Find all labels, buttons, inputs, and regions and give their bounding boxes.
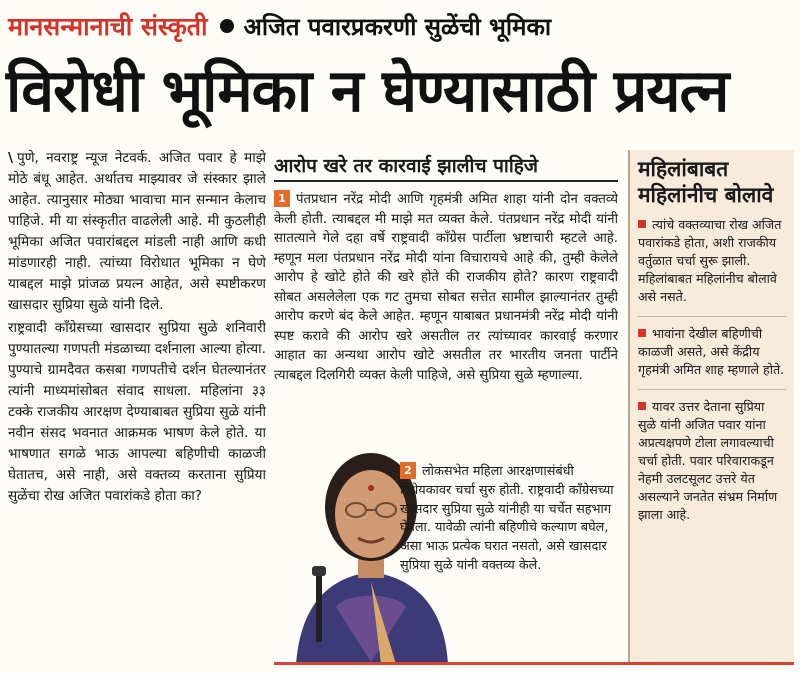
sidebar-item-text: यावर उत्तर देताना सुप्रिया सुळे यांनी अजित पवार यांना अप्रत्यक्षपणे टोला लगावल्याची चर्चा होती. पवार परिवाराकडून नेहमी उलटसूलट उत्तरे येत असल्याने जनतेत संभ्रम निर्माण झाला आहे. — [638, 399, 778, 522]
left-paragraph: राष्ट्रवादी काँग्रेसच्या खासदार सुप्रिया सुळे शनिवारी पुण्यातल्या गणपती मंडळाच्या दर्शनाला आल्या होत्या. पुण्याचे ग्रामदैवत कसबा गणपतीचे दर्शन घेतल्यानंतर त्यांनी माध्यमांसोबत संवाद साधला. महिलांना ३३ टक्के राजकीय आरक्षण देण्याबाबत सुप्रिया सुळे यांनी नवीन संसद भवनात आक्रमक भाषण केले होते. या भाषणात सगळे भाऊ आपल्या बहिणीची काळजी घेतातच, असे नाही, असे वक्तव्य करताना सुप्रिया सुळेंचा रोख अजित पवारांकडे होता का? — [8, 320, 266, 504]
sidebar-item — [638, 216, 786, 306]
section-title: आरोप खरे तर कारवाई झालीच पाहिजे — [274, 150, 618, 182]
sidebar-item-text: त्यांचे वक्तव्याचा रोख अजित पवारांकडे होता, अशी राजकीय वर्तुळात चर्चा सुरू झाली. महिलांबाबत महिलांनीच बोलावे असे नसते. — [638, 217, 782, 304]
dateline-mark-icon: \ — [8, 150, 13, 166]
bullet-dot-icon — [220, 19, 234, 33]
item-one-text: पंतप्रधान नरेंद्र मोदी आणि गृहमंत्री अमित शाहा यांनी दोन वक्तव्ये केली होती. त्याबद्दल मी माझे मत व्यक्त केले. पंतप्रधान नरेंद्र मोदी यांनी सातत्याने गेले दहा वर्षे राष्ट्रवादी काँग्रेस पार्टीला भ्रष्टाचारी म्हटले आहे. म्हणून मला पंतप्रधान नरेंद्र मोदी यांना विचारायचे आहे की, तुम्ही केलेले आरोप हे खोटे होते की खरे होते की राजकीय होते? कारण राष्ट्रवादी सोबत असलेलेला एक गट तुमचा सोबत सत्तेत सामील झाल्यानंतर तुम्ही आरोप करणे बंद केले आहेत. म्हणून याबाबत प्रधानमंत्री नरेंद्र मोदी यांनी स्पष्ट करावे की आरोप खरे असतील तर त्यांच्यावर कारवाई करणार आहात का अन्यथा आरोप खोटे असतील तर भारतीय जनता पार्टीने त्याबद्दल दिलगिरी व्यक्त केली पाहिजे, असे सुप्रिया सुळे म्हणाल्या. — [274, 192, 618, 383]
divider — [638, 389, 786, 390]
number-badge: 1 — [274, 190, 290, 207]
item-one — [274, 190, 618, 442]
sidebar-item-text: भावांना देखील बहिणीची काळजी असते, असे केंद्रीय गृहमंत्री अमित शाह म्हणाले होते. — [638, 326, 785, 377]
headline: विरोधी भूमिका न घेण्यासाठी प्रयत्न — [6, 56, 729, 125]
left-paragraph-text: पुणे, नवराष्ट्र न्यूज नेटवर्क. अजित पवार हे माझे मोठे बंधू आहेत. अर्थातच माझ्यावर जे संस्कार झाले आहेत. त्यानुसार मोठ्या भावाचा मान सन्मान केलाच पाहिजे. मी या संस्कृतीत वाढलेली आहे. मी कुठलीही भूमिका अजित पवारांबद्दल मांडली नाही आणि कधी मांडणारही नाही. त्यांच्या विरोधात भूमिका न घेणे याबद्दल माझे प्रांजळ प्रयत्न आहेत, असे स्पष्टीकरण खासदार सुप्रिया सुळे यांनी दिले. — [8, 150, 266, 313]
sidebar-box — [628, 150, 794, 662]
kicker-left: मानसन्मानाची संस्कृती — [8, 12, 208, 41]
kicker-right: अजित पवारप्रकरणी सुळेंची भूमिका — [243, 12, 552, 41]
left-paragraph — [8, 148, 266, 316]
square-bullet-icon — [638, 329, 646, 337]
number-badge: 2 — [400, 462, 416, 479]
sidebar-item — [638, 398, 786, 524]
item-two — [400, 462, 618, 638]
sidebar-title: महिलांबाबत महिलांनीच बोलावे — [638, 157, 774, 207]
sidebar-item — [638, 325, 786, 379]
divider — [638, 316, 786, 317]
kicker — [8, 4, 792, 48]
square-bullet-icon — [638, 220, 646, 228]
bottom-rule — [274, 662, 794, 665]
square-bullet-icon — [638, 402, 646, 410]
item-two-text: लोकसभेत महिला आरक्षणासंबंधी विधेयकावर चर्चा सुरु होती. राष्ट्रवादी काँग्रेसच्या खासदार सुप्रिया सुळे यांनीही या चर्चेत सहभाग घेतला. यावेळी त्यांनी बहिणीचे कल्याण बघेल, असा भाऊ प्रत्येक घरात नसतो, असे खासदार सुप्रिया सुळे यांनी वक्तव्य केले. — [400, 464, 614, 573]
left-column — [8, 148, 266, 670]
